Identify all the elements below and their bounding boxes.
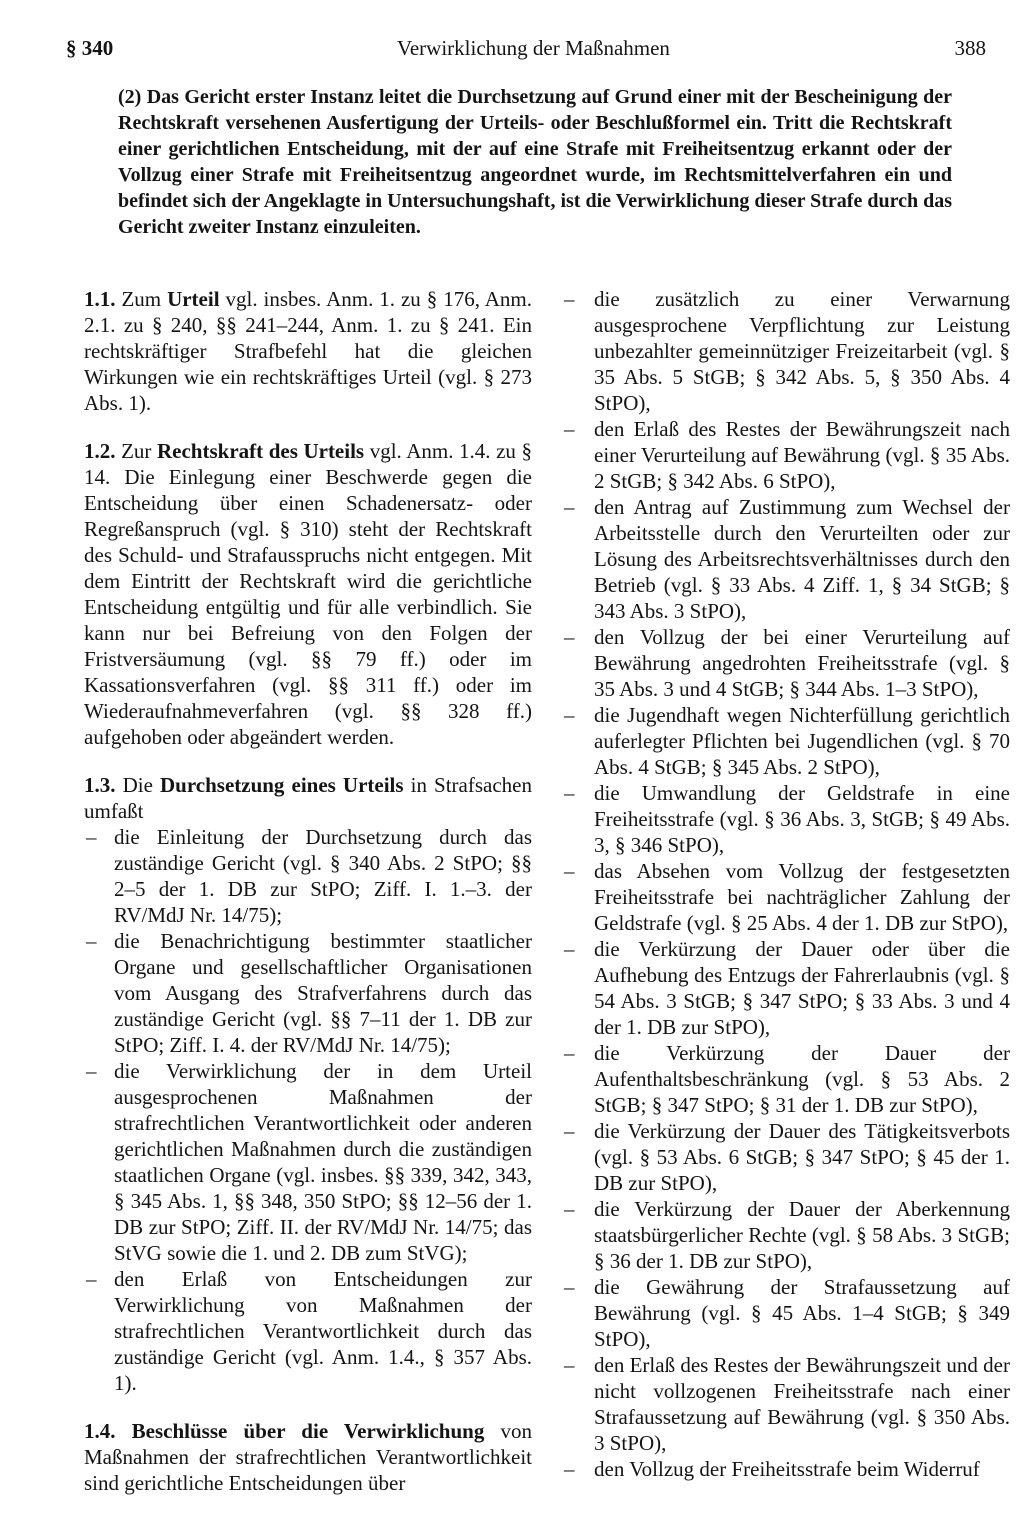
list-item: – den Vollzug der Freiheitsstrafe beim Widerruf [562, 1456, 1010, 1482]
list-item: – den Erlaß von Entscheidungen zur Verwirklichung von Maßnahmen der strafrechtlichen Verantwortlichkeit durch das zuständige Gericht (vgl. Anm. 1.4., § 357 Abs. 1). [84, 1266, 532, 1396]
note-text: vgl. insbes. Anm. 1. zu § 176, Anm. 2.1. zu § 240, §§ 241–244, Anm. 1. zu § 241. Ein rechtskräftiger Strafbefehl hat die gleichen Wirkungen wie ein rechtskräftiges Urteil (vgl. § 273 Abs. 1). [84, 287, 532, 415]
running-title: Verwirklichung der Maßnahmen [397, 36, 670, 60]
list-item: – die Einleitung der Durchsetzung durch das zuständige Gericht (vgl. § 340 Abs. 2 StPO; §§ 2–5 der 1. DB zur StPO; Ziff. I. 1.–3. der RV/MdJ Nr. 14/75); [84, 824, 532, 928]
note-number: 1.1. [84, 287, 116, 311]
list-item: – die Gewährung der Strafaussetzung auf Bewährung (vgl. § 45 Abs. 1–4 StGB; § 349 StPO), [562, 1274, 1010, 1352]
page-number: 388 [954, 36, 986, 60]
note-term: Rechtskraft des Urteils [156, 439, 365, 463]
list-item: – die Verwirklichung der in dem Urteil ausgesprochenen Maßnahmen der strafrechtlichen Verantwortlichkeit oder anderen gerichtlichen Maßnahmen durch die zuständigen staatlichen Organe (vgl. insbes. §§ 339, 342, 343, § 345 Abs. 1, §§ 348, 350 StPO; §§ 12–56 der 1. DB zur StPO; Ziff. II. der RV/MdJ Nr. 14/75; das StVG sowie die 1. und 2. DB zum StVG); [84, 1058, 532, 1266]
list-item: – die Verkürzung der Dauer der Aufenthaltsbeschränkung (vgl. § 53 Abs. 2 StGB; § 347 StPO; § 31 der 1. DB zur StPO), [562, 1040, 1010, 1118]
note-1-1: 1.1. Zum Urteil vgl. insbes. Anm. 1. zu § 176, Anm. 2.1. zu § 240, §§ 241–244, Anm. 1. zu § 241. Ein rechtskräftiger Strafbefehl hat die gleichen Wirkungen wie ein rechtskräftiges Urteil (vgl. § 273 Abs. 1). [84, 287, 532, 415]
statute-paragraph-2: (2) Das Gericht erster Instanz leitet die Durchsetzung auf Grund einer mit der Bescheinigung der Rechtskraft versehenen Ausfertigung der Urteils- oder Beschlußformel ein. Tritt die Rechtskraft einer gerichtlichen Entscheidung, mit der auf eine Strafe mit Freiheitsentzug erkannt oder der Vollzug einer Strafe mit Freiheitsentzug angeordnet wurde, im Rechtsmittelverfahren ein und befindet sich der Angeklagte in Untersuchungshaft, ist die Verwirklichung dieser Strafe durch das Gericht zweiter Instanz einzuleiten. [118, 86, 952, 238]
note-1-4 [84, 1418, 532, 1496]
note-number: 1.3. [84, 773, 116, 797]
note-term: Urteil [167, 287, 220, 311]
list-item: – die Benachrichtigung bestimmter staatlicher Organe und gesellschaftlicher Organisationen vom Ausgang des Strafverfahrens durch das zuständige Gericht (vgl. §§ 7–11 der 1. DB zur StPO; Ziff. I. 4. der RV/MdJ Nr. 14/75); [84, 928, 532, 1058]
left-column [84, 286, 532, 1518]
list-item: – die zusätzlich zu einer Verwarnung ausgesprochene Verpflichtung zur Leistung unbezahlter gemeinnütziger Freizeitarbeit (vgl. § 35 Abs. 5 StGB; § 342 Abs. 5, § 350 Abs. 4 StPO), [562, 286, 1010, 416]
page-header [66, 36, 986, 66]
note-text: in Strafsachen umfaßt [84, 773, 533, 823]
note-number: 1.2. [84, 439, 116, 463]
note-1-3 [84, 772, 532, 1396]
list-item: – den Antrag auf Zustimmung zum Wechsel der Arbeitsstelle durch den Verurteilten oder zur Lösung des Arbeitsrechtsverhältnisses durch den Betrieb (vgl. § 33 Abs. 4 Ziff. 1, § 34 StGB; § 343 Abs. 3 StPO), [562, 494, 1010, 624]
list-item: – das Absehen vom Vollzug der festgesetzten Freiheitsstrafe bei nachträglicher Zahlung der Geldstrafe (vgl. § 25 Abs. 4 der 1. DB zur StPO), [562, 858, 1010, 936]
list-item: – die Verkürzung der Dauer des Tätigkeitsverbots (vgl. § 53 Abs. 6 StGB; § 347 StPO; § 45 der 1. DB zur StPO), [562, 1118, 1010, 1196]
list-item: – den Erlaß des Restes der Bewährungszeit nach einer Verurteilung auf Bewährung (vgl. § 35 Abs. 2 StGB; § 342 Abs. 6 StPO), [562, 416, 1010, 494]
note-1-2: 1.2. Zur Rechtskraft des Urteils vgl. Anm. 1.4. zu § 14. Die Einlegung einer Beschwerde gegen die Entscheidung über einen Schadenersatz- oder Regreßanspruch (vgl. § 310) steht der Rechtskraft des Schuld- und Strafausspruchs nicht entgegen. Mit dem Eintritt der Rechtskraft wird die gerichtliche Entscheidung entgültig und für alle verbindlich. Sie kann nur bei Befreiung von den Folgen der Fristversäumung (vgl. §§ 79 ff.) oder im Kassationsverfahren (vgl. §§ 311 ff.) oder im Wiederaufnahmeverfahren (vgl. §§ 328 ff.) aufgehoben oder abgeändert werden. [84, 439, 533, 749]
list-item: – die Umwandlung der Geldstrafe in eine Freiheitsstrafe (vgl. § 36 Abs. 3, StGB; § 49 Abs. 3, § 346 StPO), [562, 780, 1010, 858]
note-term: Durchsetzung eines Urteils [159, 773, 404, 797]
note-text: vgl. Anm. 1.4. zu § 14. Die Einlegung einer Beschwerde gegen die Entscheidung über einen Schadenersatz- oder Regreßanspruch (vgl. § 310) steht der Rechtskraft des Schuld- und Strafausspruchs nicht entgegen. Mit dem Eintritt der Rechtskraft wird die gerichtliche Entscheidung entgültig und für alle verbindlich. Sie kann nur bei Befreiung von den Folgen der Fristversäumung (vgl. §§ 79 ff.) oder im Kassationsverfahren (vgl. §§ 311 ff.) oder im Wiederaufnahmeverfahren (vgl. §§ 328 ff.) aufgehoben oder abgeändert werden. [84, 439, 533, 749]
note-intro: 1.3. Die Durchsetzung eines Urteils in Strafsachen umfaßt [84, 773, 533, 823]
right-column [562, 286, 1010, 1482]
list-item: – den Vollzug der bei einer Verurteilung auf Bewährung angedrohten Freiheitsstrafe (vgl. § 35 Abs. 3 und 4 StGB; § 344 Abs. 1–3 StPO), [562, 624, 1010, 702]
list-item: – die Verkürzung der Dauer der Aberkennung staatsbürgerlicher Rechte (vgl. § 58 Abs. 3 StGB; § 36 der 1. DB zur StPO), [562, 1196, 1010, 1274]
list-item: – die Jugendhaft wegen Nichterfüllung gerichtlich auferlegter Pflichten bei Jugendlichen (vgl. § 70 Abs. 4 StGB; § 345 Abs. 2 StPO), [562, 702, 1010, 780]
section-number: § 340 [66, 36, 114, 60]
note-number: 1.4. [84, 1419, 116, 1443]
list-item: – die Verkürzung der Dauer oder über die Aufhebung des Entzugs der Fahrerlaubnis (vgl. § 54 Abs. 3 StGB; § 347 StPO; § 33 Abs. 3 und 4 der 1. DB zur StPO), [562, 936, 1010, 1040]
decision-list [562, 286, 1010, 1482]
note-text: von Maßnahmen der strafrechtlichen Verantwortlichkeit sind gerichtliche Entscheidungen über [84, 1419, 533, 1495]
note-term: Beschlüsse über die Verwirklichung [131, 1419, 485, 1443]
note-1-3-list [84, 824, 532, 1396]
list-item: – den Erlaß des Restes der Bewährungszeit und der nicht vollzogenen Freiheitsstrafe nach einer Strafaussetzung auf Bewährung (vgl. § 350 Abs. 3 StPO), [562, 1352, 1010, 1456]
